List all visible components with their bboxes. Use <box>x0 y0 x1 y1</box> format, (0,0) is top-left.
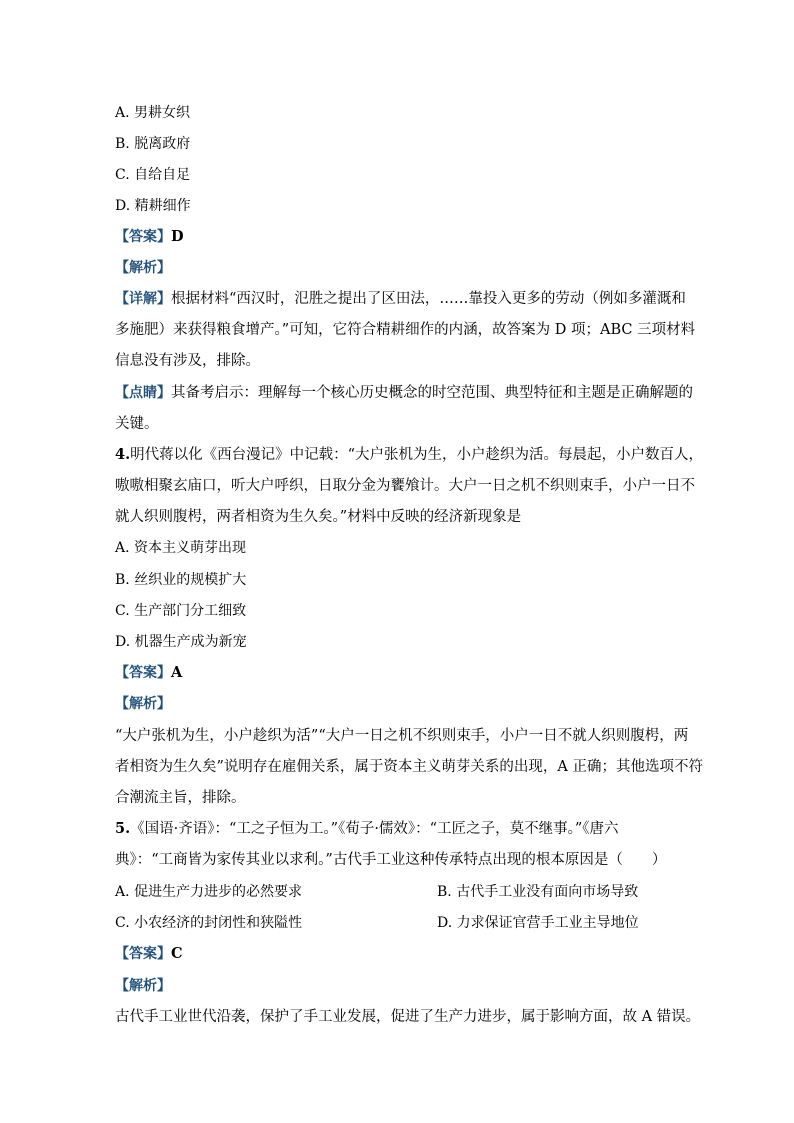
analysis-tag: 【解析】 <box>115 978 171 994</box>
q5-option-a: A. 促进生产力进步的必然要求 <box>115 884 303 900</box>
q5-option-d: D. 力求保证官营手工业主导地位 <box>437 915 639 931</box>
q3-point-line-1 <box>115 383 693 403</box>
q4-stem-line-1 <box>115 445 703 465</box>
q4-answer: A <box>171 664 183 681</box>
q4-option-d: D. 机器生产成为新宠 <box>115 634 247 650</box>
q5-stem-line-2: 典》：“工商皆为家传其业以求利。”古代手工业这种传承特点出现的根本原因是（ ） <box>115 852 667 868</box>
q4-option-c: C. 生产部门分工细致 <box>115 603 247 619</box>
analysis-tag: 【解析】 <box>115 260 171 276</box>
q5-answer-row <box>115 944 183 964</box>
q5-analysis-line-1: 古代手工业世代沿袭，保护了手工业发展，促进了生产力进步，属于影响方面，故 A 错误。 <box>115 1009 701 1025</box>
q5-option-c: C. 小农经济的封闭性和狭隘性 <box>115 915 303 931</box>
q5-number: 5. <box>115 820 131 837</box>
q4-option-a: A. 资本主义萌芽出现 <box>115 540 247 556</box>
q4-stem-line-2: 嗷嗷相聚玄庙口，听大户呼织，日取分金为饔飧计。大户一日之机不织则束手，小户一日不 <box>115 478 695 494</box>
q3-detail-text-1: 根据材料“西汉时，氾胜之提出了区田法，……靠投入更多的劳动（例如多灌溉和 <box>171 291 686 307</box>
q4-stem-text-1: 明代蒋以化《西台漫记》中记载：“大户张机为生，小户趁织为活。每晨起，小户数百人， <box>130 447 704 463</box>
q5-option-b: B. 古代手工业没有面向市场导致 <box>437 884 639 900</box>
q3-answer-row <box>115 227 184 247</box>
point-tag: 【点睛】 <box>115 385 171 401</box>
q3-option-d: D. 精耕细作 <box>115 198 191 214</box>
q4-number: 4. <box>115 446 131 463</box>
q4-option-b: B. 丝织业的规模扩大 <box>115 572 247 588</box>
q3-point-text-1: 其备考启示：理解每一个核心历史概念的时空范围、典型特征和主题是正确解题的 <box>171 385 693 401</box>
q3-answer: D <box>171 228 184 245</box>
q4-stem-line-3: 就人织则腹枵，两者相资为生久矣。”材料中反映的经济新现象是 <box>115 509 522 525</box>
q3-detail-line-2: 多施肥）来获得粮食增产。”可知，它符合精耕细作的内涵，故答案为 D 项；ABC 三项材料 <box>115 322 696 338</box>
q4-analysis-line-2: 者相资为生久矣”说明存在雇佣关系，属于资本主义萌芽关系的出现，A 正确；其他选项不符 <box>115 759 703 775</box>
q3-detail-line-3: 信息没有涉及，排除。 <box>115 353 260 369</box>
q4-analysis-line-3: 合潮流主旨，排除。 <box>115 790 246 806</box>
analysis-tag: 【解析】 <box>115 696 171 712</box>
q4-analysis-line-1: “大户张机为生，小户趁织为活”“大户一日之机不织则束手，小户一日不就人织则腹枵，两 <box>115 728 689 744</box>
q3-option-c: C. 自给自足 <box>115 167 191 183</box>
q4-analysis-row <box>115 694 171 714</box>
q4-answer-row <box>115 663 182 683</box>
q3-option-a: A. 男耕女织 <box>115 105 191 121</box>
answer-tag: 【答案】 <box>115 229 171 245</box>
q5-analysis-row <box>115 976 171 996</box>
answer-tag: 【答案】 <box>115 665 171 681</box>
answer-tag: 【答案】 <box>115 946 171 962</box>
q5-stem-text-1: 《国语·齐语》：“工之子恒为工。”《荀子·儒效》：“工匠之子，莫不继事。”《唐六 <box>130 821 619 837</box>
q3-detail-line-1 <box>115 289 686 309</box>
q5-answer: C <box>171 945 183 962</box>
q3-point-line-2: 关键。 <box>115 416 159 432</box>
detail-tag: 【详解】 <box>115 291 171 307</box>
q5-stem-line-1 <box>115 819 619 839</box>
q3-option-b: B. 脱离政府 <box>115 136 191 152</box>
q3-analysis-row <box>115 258 171 278</box>
